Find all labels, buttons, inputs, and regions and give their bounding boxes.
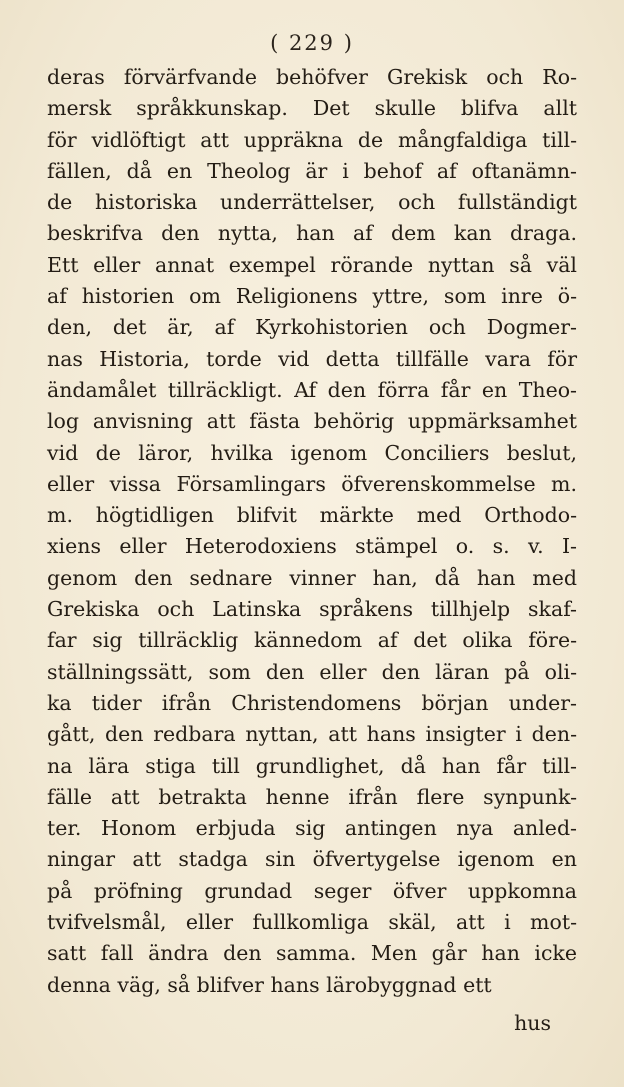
text-line: ningar att stadga sin öfvertygelse igenom en xyxy=(47,847,577,872)
text-line: gått, den redbara nyttan, att hans insigter i den- xyxy=(47,722,577,747)
text-line: log anvisning att fästa behörig uppmärksamhet xyxy=(47,409,577,434)
text-line: fälle att betrakta henne ifrån flere synpunk- xyxy=(47,784,577,809)
text-line: fällen, då en Theolog är i behof af oftanämn- xyxy=(47,158,577,183)
text-line: den, det är, af Kyrkohistorien och Dogmer- xyxy=(47,315,577,340)
text-line: Ett eller annat exempel rörande nyttan så väl xyxy=(47,252,577,277)
text-line: satt fall ändra den samma. Men går han icke xyxy=(47,941,577,966)
text-line: ka tider ifrån Christendomens början under- xyxy=(47,690,577,715)
text-line: på pröfning grundad seger öfver uppkomna xyxy=(47,878,577,903)
text-line: ter. Honom erbjuda sig antingen nya anled- xyxy=(47,816,577,841)
catchword: hus xyxy=(514,1011,551,1035)
text-line: ställningssätt, som den eller den läran på oli- xyxy=(47,659,577,684)
text-line: eller vissa Församlingars öfverenskommelse m. xyxy=(47,471,577,496)
text-line: ändamålet tillräckligt. Af den förra får en Theo- xyxy=(47,377,577,402)
text-line: Grekiska och Latinska språkens tillhjelp skaf- xyxy=(47,597,577,622)
text-line: beskrifva den nytta, han af dem kan draga. xyxy=(47,221,577,246)
text-line: deras förvärfvande behöfver Grekisk och Ro- xyxy=(47,65,577,89)
text-line: för vidlöftigt att uppräkna de mångfaldiga till- xyxy=(47,127,577,152)
text-line: de historiska underrättelser, och fullständigt xyxy=(47,190,577,215)
text-line: nas Historia, torde vid detta tillfälle vara för xyxy=(47,346,577,371)
text-line: na lära stiga till grundlighet, då han får till- xyxy=(47,753,577,778)
body-text xyxy=(47,62,577,1001)
text-line: far sig tillräcklig kännedom af det olika före- xyxy=(47,628,577,653)
text-line: mersk språkkunskap. Det skulle blifva allt xyxy=(47,96,577,121)
text-line: genom den sednare vinner han, då han med xyxy=(47,565,577,590)
text-line: xiens eller Heterodoxiens stämpel o. s. v. I- xyxy=(47,534,577,559)
text-line: denna väg, så blifver hans lärobyggnad ett xyxy=(47,972,492,997)
text-line: m. högtidligen blifvit märkte med Orthodo- xyxy=(47,503,577,528)
text-line: vid de läror, hvilka igenom Conciliers beslut, xyxy=(47,440,577,465)
text-line: af historien om Religionens yttre, som inre ö- xyxy=(47,284,577,309)
page-number-header: ( 229 ) xyxy=(270,31,354,55)
text-line: tvifvelsmål, eller fullkomliga skäl, att i mot- xyxy=(47,910,577,935)
